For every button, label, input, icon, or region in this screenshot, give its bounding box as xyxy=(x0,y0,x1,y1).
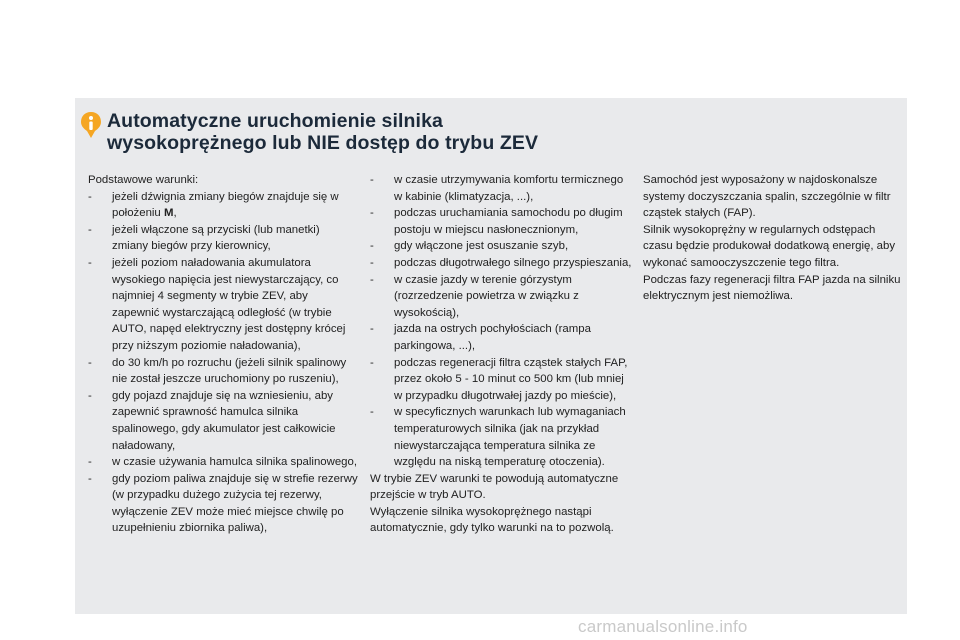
list-item-text: podczas regeneracji filtra cząstek stałych FAP, przez około 5 - 10 minut co 500 km (lub mniej w przypadku długotrwałej jazdy po mieście), xyxy=(394,356,628,402)
list-item-text: w czasie używania hamulca silnika spalinowego, xyxy=(112,456,358,469)
list-item-text: jazda na ostrych pochyłościach (rampa parkingowa, ...), xyxy=(394,323,591,352)
outro-text-1: W trybie ZEV warunki te powodują automatyczne przejście w tryb AUTO. xyxy=(370,472,619,502)
list-item: - gdy włączone jest osuszanie szyb, xyxy=(370,240,569,253)
title-line-2: wysokoprężnego lub NIE dostęp do trybu ZEV xyxy=(107,132,539,154)
list-item-text: w czasie utrzymywania komfortu termicznego w kabinie (klimatyzacja, ...), xyxy=(394,174,624,203)
title-line-1: Automatyczne uruchomienie silnika xyxy=(107,110,443,132)
list-item: - jeżeli poziom naładowania akumulatora wysokiego napięcia jest niewystarczający, co najmniej 4 segmenty w trybie ZEV, aby zapewnić wystarczającą odległość (w trybie AUTO, napęd elektryczny jest dostępny krócej przy niższym poziomie naładowania), xyxy=(88,256,346,352)
intro-text: Podstawowe warunki: xyxy=(88,174,199,186)
list-item: - w czasie jazdy w terenie górzystym (rozrzedzenie powietrza w związku z wysokością), xyxy=(370,273,579,319)
paragraph-1: Samochód jest wyposażony w najdoskonalsze systemy doczyszczania spalin, szczególnie w filtr cząstek stałych (FAP). xyxy=(643,174,891,220)
list-item: - podczas uruchamiania samochodu po długim postoju w miejscu nasłonecznionym, xyxy=(370,207,623,236)
list-item: - w czasie utrzymywania komfortu termicznego w kabinie (klimatyzacja, ...), xyxy=(370,174,624,203)
column-right xyxy=(643,172,905,305)
list-item-text: jeżeli dźwignia zmiany biegów znajduje się w położeniu xyxy=(112,190,339,220)
list-item: - jeżeli dźwignia zmiany biegów znajduje się w położeniu M, xyxy=(88,190,339,220)
list-item-text: jeżeli włączone są przyciski (lub manetki) zmiany biegów przy kierownicy, xyxy=(112,223,320,253)
list-item: - jeżeli włączone są przyciski (lub manetki) zmiany biegów przy kierownicy, xyxy=(88,223,320,253)
paragraph-3: Podczas fazy regeneracji filtra FAP jazda na silniku elektrycznym jest niemożliwa. xyxy=(643,273,901,303)
outro-text-2: Wyłączenie silnika wysokoprężnego nastąpi automatycznie, gdy tylko warunki na to pozwolą. xyxy=(370,505,614,535)
list-item: - jazda na ostrych pochyłościach (rampa parkingowa, ...), xyxy=(370,323,591,352)
list-item: - w czasie używania hamulca silnika spalinowego, xyxy=(88,456,358,469)
list-item-text: podczas uruchamiania samochodu po długim postoju w miejscu nasłonecznionym, xyxy=(394,207,623,236)
paragraph-2: Silnik wysokoprężny w regularnych odstępach czasu będzie produkował dodatkową energię, aby wykonać samooczyszczenie tego filtra. xyxy=(643,223,896,269)
list-item-text: gdy pojazd znajduje się na wzniesieniu, aby zapewnić sprawność hamulca silnika spalinowego, gdy akumulator jest całkowicie naładowany, xyxy=(112,389,336,452)
list-item: - podczas regeneracji filtra cząstek stałych FAP, przez około 5 - 10 minut co 500 km (lub mniej w przypadku długotrwałej jazdy po mieście), xyxy=(370,356,628,402)
column-left xyxy=(88,172,358,537)
list-item-text: w czasie jazdy w terenie górzystym (rozrzedzenie powietrza w związku z wysokością), xyxy=(394,273,579,319)
info-icon xyxy=(80,111,102,139)
list-item-text: podczas długotrwałego silnego przyspieszania, xyxy=(394,256,632,269)
column-middle xyxy=(370,172,632,537)
list-item-text: , xyxy=(173,207,177,220)
list-item: - podczas długotrwałego silnego przyspieszania, xyxy=(370,256,632,269)
list-item-text: gdy poziom paliwa znajduje się w strefie rezerwy (w przypadku dużego zużycia tej rezerwy, wyłączenie ZEV może mieć miejsce chwilę po uzupełnieniu zbiornika paliwa), xyxy=(112,472,358,535)
list-item-text: jeżeli poziom naładowania akumulatora wysokiego napięcia jest niewystarczający, co najmniej 4 segmenty w trybie ZEV, aby zapewnić wystarczającą odległość (w trybie AUTO, napęd elektryczny jest dostępny krócej przy niższym poziomie naładowania), xyxy=(112,256,346,352)
list-item: - gdy poziom paliwa znajduje się w strefie rezerwy (w przypadku dużego zużycia tej rezerwy, wyłączenie ZEV może mieć miejsce chwilę po uzupełnieniu zbiornika paliwa), xyxy=(88,472,358,535)
gear-position-m: M xyxy=(163,207,174,220)
page-title xyxy=(107,110,538,154)
list-item: - gdy pojazd znajduje się na wzniesieniu, aby zapewnić sprawność hamulca silnika spalinowego, gdy akumulator jest całkowicie naładowany, xyxy=(88,389,336,452)
list-item-text: gdy włączone jest osuszanie szyb, xyxy=(394,240,569,253)
list-item: - w specyficznych warunkach lub wymaganiach temperaturowych silnika (jak na przykład niewystarczająca temperatura silnika ze względu na niską temperaturę otoczenia). xyxy=(370,406,626,469)
list-item: - do 30 km/h po rozruchu (jeżeli silnik spalinowy nie został jeszcze uruchomiony po ruszeniu), xyxy=(88,356,347,386)
watermark: carmanualsonline.info xyxy=(578,617,748,636)
list-item-text: do 30 km/h po rozruchu (jeżeli silnik spalinowy nie został jeszcze uruchomiony po ruszeniu), xyxy=(112,356,347,386)
list-item-text: w specyficznych warunkach lub wymaganiach temperaturowych silnika (jak na przykład niewystarczająca temperatura silnika ze względu na niską temperaturę otoczenia). xyxy=(394,406,626,469)
